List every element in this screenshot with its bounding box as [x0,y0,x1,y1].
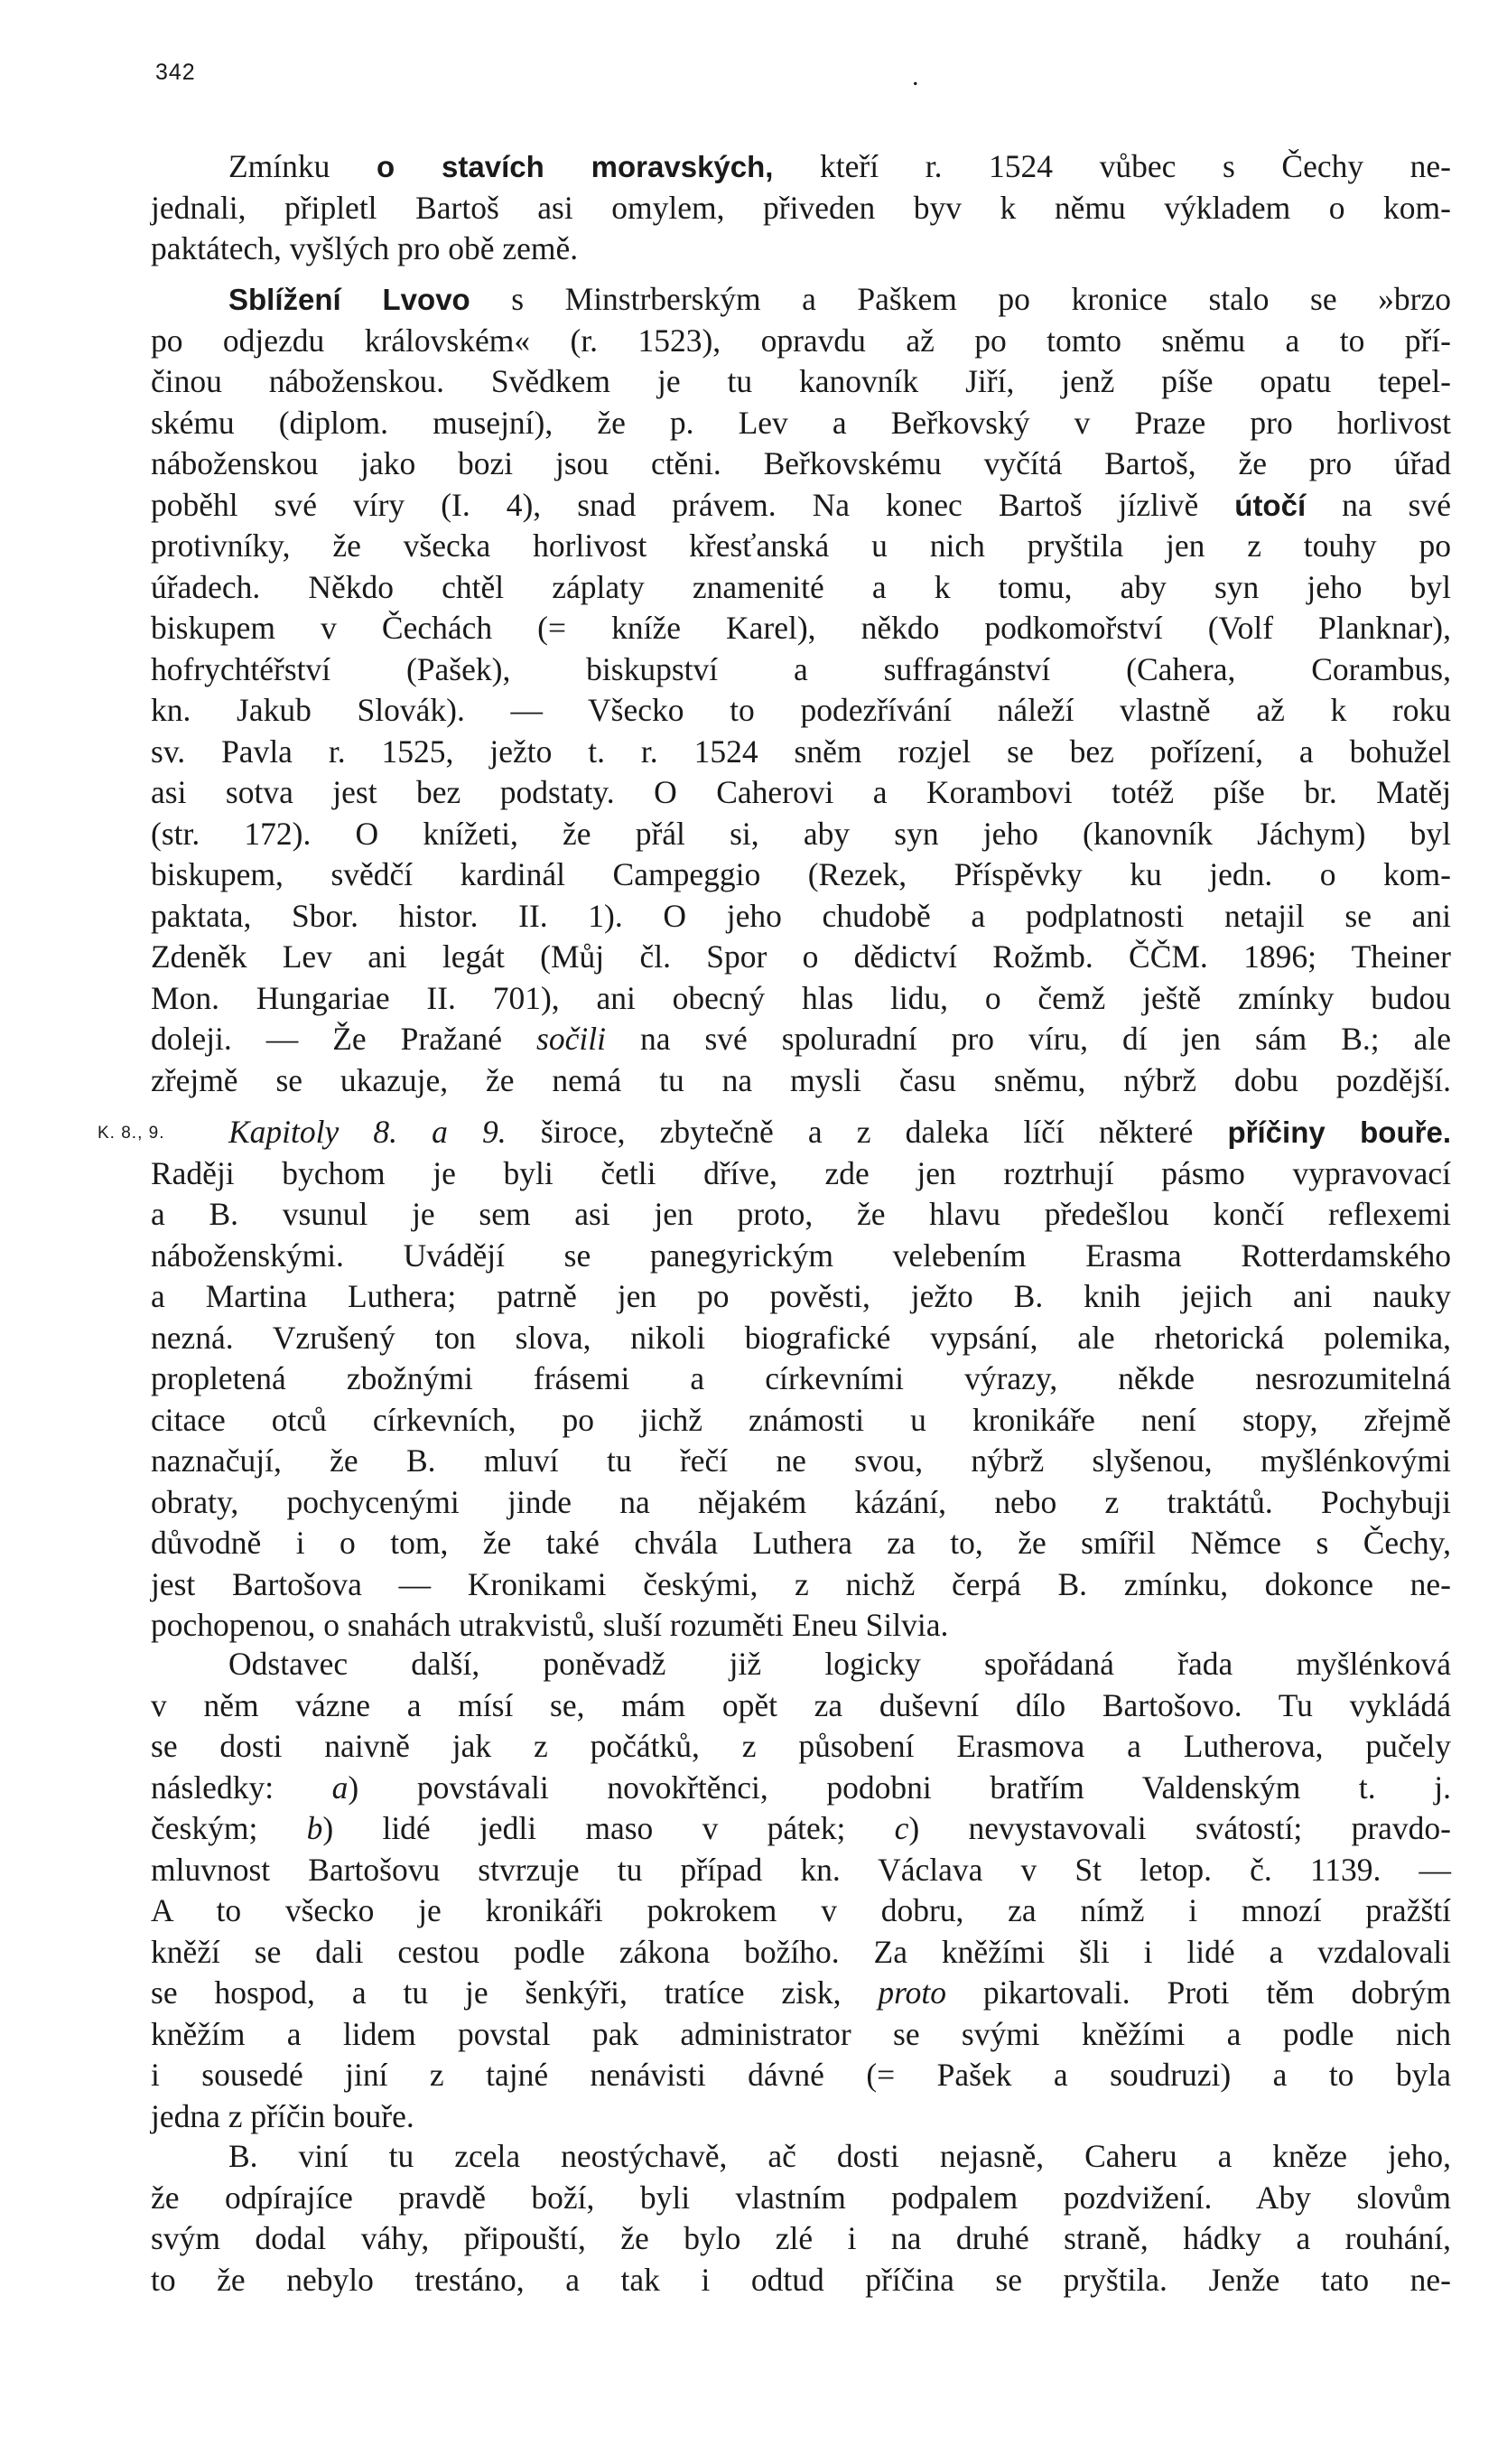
text-segment: kn. Jakub Slovák). — Všecko to podezřívání náleží vlastně až k roku [151,692,1451,728]
text-segment: (str. 172). O knížeti, že přál si, aby syn jeho (kanovník Jáchym) byl [151,815,1451,852]
text-line [151,279,1451,321]
text-segment: že odpírajíce pravdě boží, byli vlastním podpalem pozdvižení. Aby slovům [151,2179,1451,2216]
text-segment: Odstavec další, poněvadž již logicky spořádaná řada myšlénková [228,1646,1451,1682]
text-segment: zřejmě se ukazuje, že nemá tu na mysli času sněmu, nýbrž dobu pozdější. [151,1061,1451,1098]
text-segment: s Minstrberským a Paškem po kronice stalo se »brzo [470,281,1451,317]
text-segment: po odjezdu královském« (r. 1523), opravdu až po tomto sněmu a to pří- [151,322,1451,359]
text-segment: kněžím a lidem povstal pak administrator se svými kněžími a podle nich [151,2015,1451,2052]
text-segment: c [894,1810,909,1846]
paragraph-sblizeni [151,279,1451,1101]
text-line [151,567,1451,609]
text-segment: Mon. Hungariae II. 701), ani obecný hlas lidu, o čemž ještě zmínky budou [151,979,1451,1016]
text-line [151,1112,1451,1153]
paragraph-zminku [151,146,1451,270]
text-segment: A to všecko je kronikáři pokrokem v dobru, za nímž i mnozí pražští [151,1892,1451,1928]
text-segment: pikartovali. Proti těm dobrým [946,1974,1451,2011]
text-segment: to že nebylo trestáno, a tak i odtud příčina se pryštila. Jenže tato ne- [151,2261,1451,2298]
text-line [151,1194,1451,1236]
text-line [151,2096,1451,2138]
text-segment: a [331,1769,349,1806]
text-segment: i sousedé jiní z tajné nenávisti dávné (= Pašek a soudruzi) a to byla [151,2057,1451,2093]
text-segment: Zdeněk Lev ani legát (Můj čl. Spor o dědictví Rožmb. ČČM. 1896; Theiner [151,938,1451,975]
text-segment: Sblížení Lvovo [228,283,470,316]
text-segment: o stavích moravských, [377,150,774,183]
paragraph-b-vini [151,2136,1451,2301]
text-line [151,2178,1451,2219]
text-line [151,1153,1451,1195]
text-line [151,1768,1451,1809]
paragraph-kapitoly [151,1112,1451,1647]
text-line [151,1400,1451,1442]
text-line [151,1523,1451,1564]
text-line [151,1441,1451,1482]
text-segment: náboženskou jako bozi jsou ctěni. Beřkovskému vyčítá Bartoš, že pro úřad [151,445,1451,481]
text-segment: důvodně i o tom, že také chvála Luthera za to, že smířil Němce s Čechy, [151,1525,1451,1561]
text-line [151,2136,1451,2178]
text-line [151,814,1451,855]
text-segment: b [306,1810,323,1846]
text-segment: citace otců církevních, po jichž známosti u kronikáře není stopy, zřejmě [151,1401,1451,1438]
text-segment: skému (diplom. musejní), že p. Lev a Beřkovský v Praze pro horlivost [151,404,1451,441]
text-segment: asi sotva jest bez podstaty. O Caherovi a Korambovi totéž píše br. Matěj [151,774,1451,810]
text-line [151,1850,1451,1891]
text-line [151,1932,1451,1974]
text-segment: se hospod, a tu je šenkýři, tratíce zisk, [151,1974,879,2011]
text-line [151,1973,1451,2014]
text-segment: paktátech, vyšlých pro obě země. [151,230,579,266]
text-segment: jednali, připletl Bartoš asi omylem, přiveden byv k němu výkladem o kom- [151,189,1451,226]
text-line [151,1726,1451,1768]
text-segment: biskupem v Čechách (= kníže Karel), někdo podkomořství (Volf Planknar), [151,610,1451,646]
text-line [151,188,1451,229]
text-segment: protivníky, že všecka horlivost křesťanská u nich pryštila jen z touhy po [151,527,1451,564]
text-segment: propletená zbožnými frásemi a církevními výrazy, někde nesrozumitelná [151,1360,1451,1396]
text-line [151,1644,1451,1685]
text-segment: následky: [151,1769,332,1806]
text-line [151,649,1451,691]
text-line [151,1685,1451,1727]
text-segment: Kapitoly 8. a 9. [228,1114,507,1150]
paragraph-odstavec [151,1644,1451,2137]
text-line [151,526,1451,567]
text-line [151,2218,1451,2260]
text-segment: hofrychtéřství (Pašek), biskupství a suffragánství (Cahera, Corambus, [151,650,1451,687]
text-segment: jedna z příčin bouře. [151,2097,414,2134]
text-line [151,1808,1451,1850]
text-segment: úřadech. Někdo chtěl záplaty znamenité a k tomu, aby syn jeho byl [151,568,1451,605]
margin-note: K. 8., 9. [98,1124,165,1143]
text-segment: útočí [1234,488,1307,522]
text-segment: Zmínku [228,148,377,184]
text-segment: činou náboženskou. Svědkem je tu kanovník Jiří, jenž píše opatu tepel- [151,363,1451,399]
page-number: 342 [155,60,196,85]
text-line [151,1236,1451,1277]
text-line [151,229,1451,270]
text-segment: mluvnost Bartošovu stvrzuje tu případ kn. Václava v St letop. č. 1139. — [151,1851,1451,1888]
text-segment: poběhl své víry (I. 4), snad právem. Na konec Bartoš jízlivě [151,486,1235,523]
text-segment: na své spoluradní pro víru, dí jen sám B.; ale [605,1021,1451,1057]
text-segment: obraty, pochycenými jinde na nějakém kázání, nebo z traktátů. Pochybuji [151,1483,1451,1520]
header-dot: . [912,61,919,91]
text-segment: biskupem, svědčí kardinál Campeggio (Rezek, Příspěvky ku jedn. o kom- [151,856,1451,892]
text-segment: na své [1306,486,1451,523]
text-segment: sočili [536,1021,606,1057]
text-segment: a Martina Luthera; patrně jen po pověsti, ježto B. knih jejich ani nauky [151,1278,1451,1314]
text-segment: a B. vsunul je sem asi jen proto, že hlavu předešlou končí reflexemi [151,1196,1451,1232]
text-line [151,1564,1451,1606]
text-line [151,321,1451,362]
text-segment: ) povstávali novokřtěnci, podobni bratřím Valdenským t. j. [348,1769,1451,1806]
text-line [151,146,1451,188]
text-segment: českým; [151,1810,307,1846]
text-line [151,978,1451,1020]
text-segment: B. viní tu zcela neostýchavě, ač dosti nejasně, Caheru a kněze jeho, [228,2138,1451,2174]
text-line [151,772,1451,814]
text-segment: náboženskými. Uvádějí se panegyrickým velebením Erasma Rotterdamského [151,1237,1451,1274]
text-line [151,937,1451,978]
text-segment: jest Bartošova — Kronikami českými, z nichž čerpá B. zmínku, dokonce ne- [151,1565,1451,1602]
text-line [151,1318,1451,1359]
text-line [151,732,1451,773]
text-line [151,1276,1451,1318]
text-segment: ) lidé jedli maso v pátek; [322,1810,895,1846]
text-segment: v něm vázne a mísí se, mám opět za duševní dílo Bartošovo. Tu vykládá [151,1686,1451,1723]
text-line [151,1358,1451,1400]
text-line [151,403,1451,444]
text-line [151,1060,1451,1102]
text-segment: příčiny bouře. [1227,1115,1451,1149]
text-line [151,896,1451,938]
text-line [151,1890,1451,1932]
text-segment: kteří r. 1524 vůbec s Čechy ne- [773,148,1452,184]
text-segment: svým dodal váhy, připouští, že bylo zlé i na druhé straně, hádky a rouhání, [151,2220,1451,2256]
text-line [151,690,1451,732]
text-segment: pochopenou, o snahách utrakvistů, sluší rozuměti Eneu Silvia. [151,1607,949,1643]
text-segment: Raději bychom je byli četli dříve, zde jen roztrhují pásmo vypravovací [151,1154,1451,1191]
text-segment: se dosti naivně jak z počátků, z působení Erasmova a Lutherova, pučely [151,1728,1451,1764]
text-line [151,854,1451,896]
text-segment: kněží se dali cestou podle zákona božího. Za kněžími šli i lidé a vzdalovali [151,1933,1451,1970]
text-line [151,485,1451,527]
text-segment: sv. Pavla r. 1525, ježto t. r. 1524 sněm rozjel se bez pořízení, a bohužel [151,733,1451,770]
text-line [151,2014,1451,2056]
text-line [151,1019,1451,1060]
text-segment: proto [878,1974,946,2011]
text-segment: paktata, Sbor. histor. II. 1). O jeho chudobě a podplatnosti netajil se ani [151,897,1451,934]
text-line [151,2055,1451,2096]
text-segment: široce, zbytečně a z daleka líčí některé [506,1114,1228,1150]
text-line [151,443,1451,485]
text-line [151,361,1451,403]
text-line [151,608,1451,649]
text-segment: ) nevystavovali svátostí; pravdo- [908,1810,1451,1846]
text-line [151,1482,1451,1524]
text-segment: naznačují, že B. mluví tu řečí ne svou, nýbrž slyšenou, myšlénkovými [151,1442,1451,1479]
text-segment: nezná. Vzrušený ton slova, nikoli biografické vypsání, ale rhetorická polemika, [151,1319,1451,1356]
text-line [151,1605,1451,1647]
text-segment: doleji. — Že Pražané [151,1021,537,1057]
text-line [151,2260,1451,2301]
